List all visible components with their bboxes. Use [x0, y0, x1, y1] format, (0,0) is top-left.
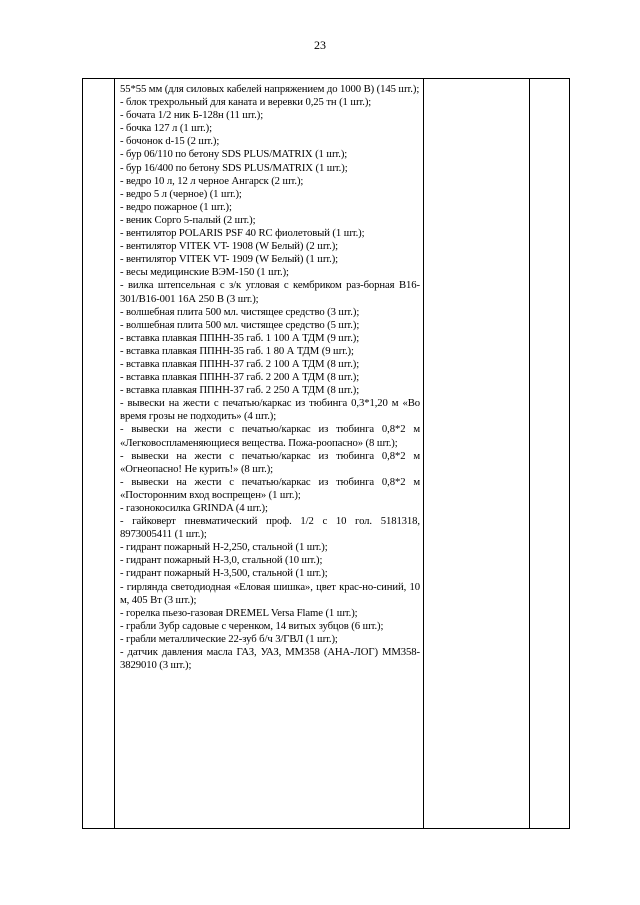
- inventory-table: [82, 78, 570, 829]
- list-item: - вывески на жести с печатью/каркас из тюбинга 0,8*2 м «Посторонним вход воспрещен» (1 шт.);: [120, 475, 420, 501]
- list-item: - ведро 5 л (черное) (1 шт.);: [120, 187, 242, 200]
- list-item: - гайковерт пневматический проф. 1/2 с 10 гол. 5181318, 8973005411 (1 шт.);: [120, 515, 420, 541]
- list-item: - газонокосилка GRINDA (4 шт.);: [120, 502, 268, 514]
- list-item: - гидрант пожарный Н-3,500, стальной (1 шт.);: [120, 567, 328, 580]
- list-item: - волшебная плита 500 мл. чистящее средство (3 шт.);: [120, 305, 360, 318]
- list-item: - грабли Зубр садовые с черенком, 14 витых зубцов (6 шт.);: [120, 619, 384, 632]
- list-item: 55*55 мм (для силовых кабелей напряжением до 1000 В) (145 шт.);: [120, 83, 420, 95]
- item-list: [115, 79, 423, 672]
- list-item: - бочонок d-15 (2 шт.);: [120, 135, 220, 148]
- list-item: - гидрант пожарный Н-2,250, стальной (1 шт.);: [120, 541, 328, 554]
- list-item: - волшебная плита 500 мл. чистящее средство (5 шт.);: [120, 318, 360, 331]
- value-cell: [424, 79, 530, 829]
- list-item: - вставка плавкая ППНН-35 габ. 1 80 А ТДМ (9 шт.);: [120, 344, 354, 357]
- list-item: - вентилятор VITEK VT- 1909 (W Белый) (1 шт.);: [120, 253, 339, 266]
- list-item: - вывески на жести с печатью/каркас из тюбинга 0,8*2 м «Огнеопасно! Не курить!» (8 шт.);: [120, 449, 420, 475]
- list-item: - горелка пьезо-газовая DREMEL Versa Flame (1 шт.);: [120, 606, 358, 619]
- list-item: - вставка плавкая ППНН-37 габ. 2 200 А ТДМ (8 шт.);: [120, 371, 360, 384]
- note-cell: [530, 79, 570, 829]
- list-item: - вывески на жести с печатью/каркас из тюбинга 0,8*2 м «Легковоспламеняющиеся вещества. Пожа-роопасно» (8 шт.);: [120, 423, 420, 449]
- list-item: - грабли металлические 22-зуб б/ч 3/ГВЛ (1 шт.);: [120, 632, 338, 645]
- list-item: - вентилятор VITEK VT- 1908 (W Белый) (2 шт.);: [120, 240, 339, 253]
- list-item: - веник Сорго 5-палый (2 шт.);: [120, 213, 256, 226]
- list-item: - вентилятор POLARIS PSF 40 RC фиолетовый (1 шт.);: [120, 227, 365, 240]
- list-item: - бочата 1/2 ник Б-128н (11 шт.);: [120, 109, 264, 122]
- list-item: - вставка плавкая ППНН-37 габ. 2 100 А ТДМ (8 шт.);: [120, 357, 360, 370]
- list-item: - вставка плавкая ППНН-35 габ. 1 100 А ТДМ (9 шт.);: [120, 331, 360, 344]
- number-cell: [83, 79, 115, 829]
- table-row: [83, 79, 570, 829]
- list-item: - блок трехрольный для каната и веревки 0,25 тн (1 шт.);: [120, 96, 372, 109]
- list-item: - бур 16/400 по бетону SDS PLUS/MATRIX (1 шт.);: [120, 161, 348, 174]
- list-item: - вставка плавкая ППНН-37 габ. 2 250 А ТДМ (8 шт.);: [120, 384, 360, 397]
- list-item: - гидрант пожарный Н-3,0, стальной (10 шт.);: [120, 554, 323, 567]
- list-item: - весы медицинские ВЭМ-150 (1 шт.);: [120, 266, 289, 279]
- list-item: - вывески на жести с печатью/каркас из тюбинга 0,3*1,20 м «Во время грозы не подходить» (4 шт.);: [120, 397, 420, 423]
- description-cell: [115, 79, 424, 829]
- list-item: - ведро 10 л, 12 л черное Ангарск (2 шт.);: [120, 174, 304, 187]
- list-item: - бур 06/110 по бетону SDS PLUS/MATRIX (1 шт.);: [120, 148, 348, 161]
- list-item: - гирлянда светодиодная «Еловая шишка», цвет крас-но-синий, 10 м, 405 Вт (3 шт.);: [120, 580, 420, 606]
- list-item: - ведро пожарное (1 шт.);: [120, 200, 232, 213]
- list-item: - вилка штепсельная с з/к угловая с кембриком раз-борная В16-301/В16-001 16А 250 В (3 шт.);: [120, 279, 420, 305]
- list-item: - бочка 127 л (1 шт.);: [120, 122, 212, 135]
- page-number: 23: [314, 38, 326, 52]
- list-item: - датчик давления масла ГАЗ, УАЗ, ММ358 (АНА-ЛОГ) ММ358-3829010 (3 шт.);: [120, 646, 420, 672]
